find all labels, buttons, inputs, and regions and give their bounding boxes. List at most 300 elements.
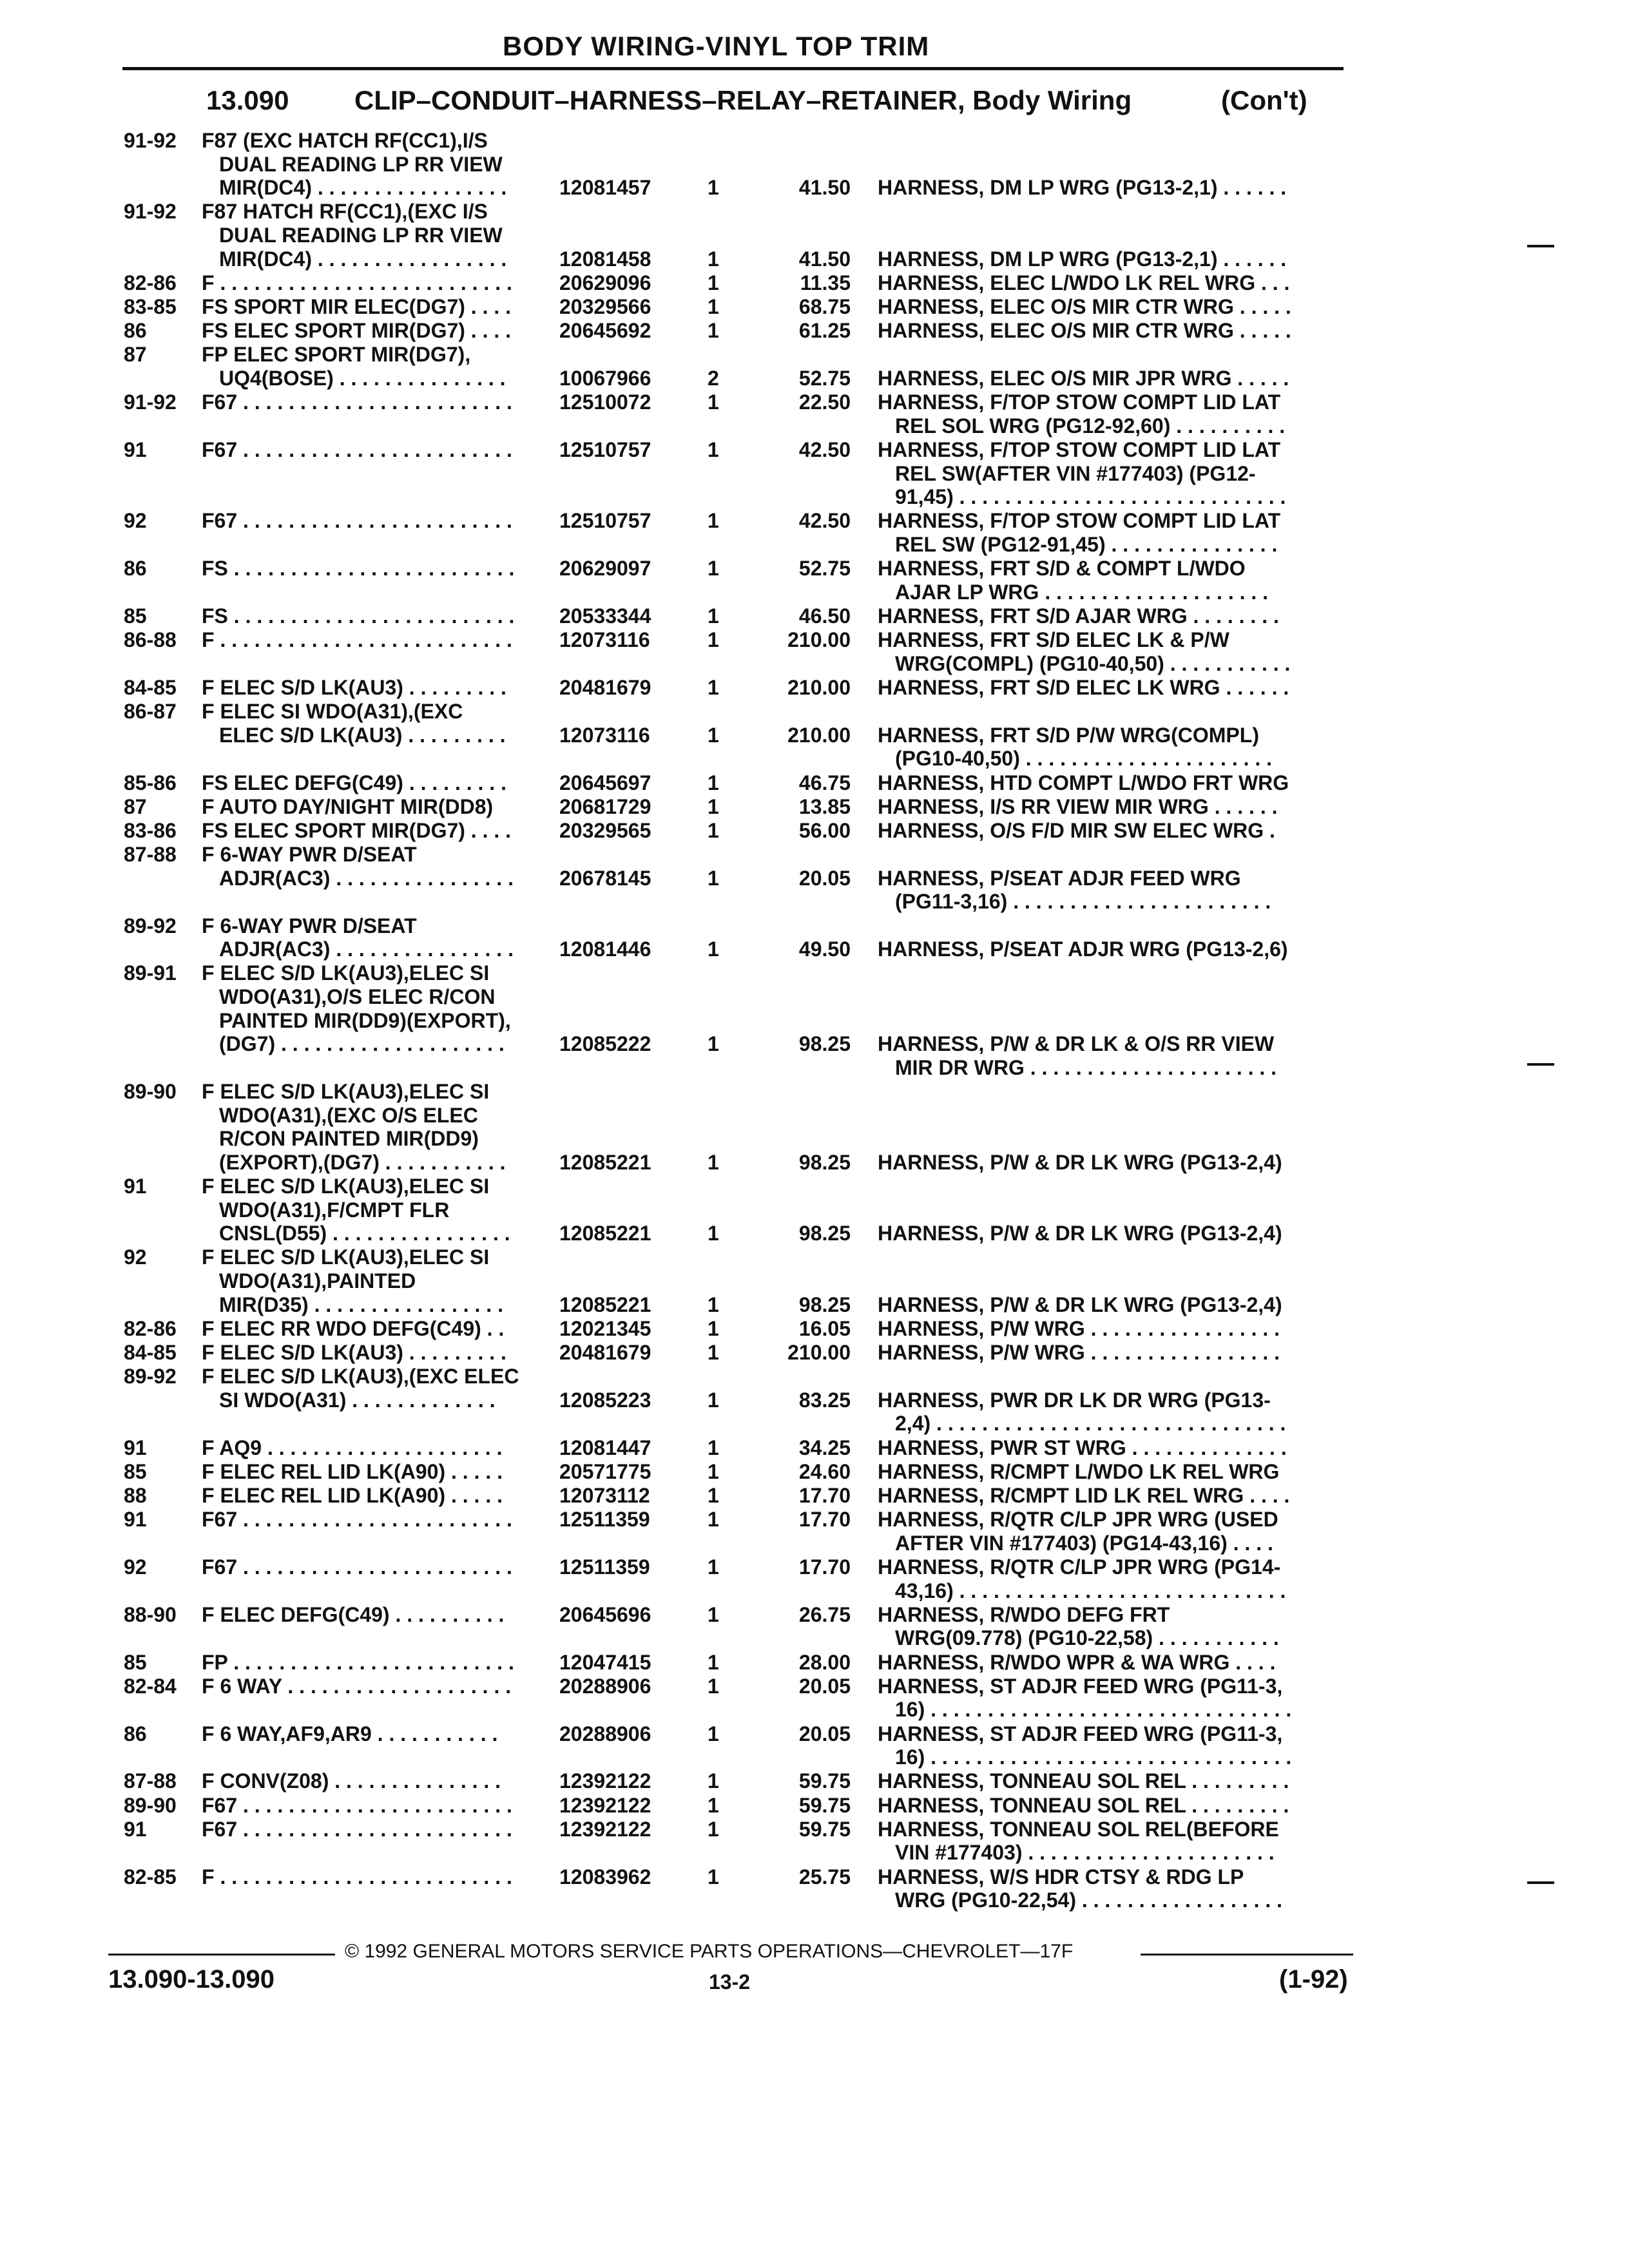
description-line: F . . . . . . . . . . . . . . . . . . . . . . . . . . [202, 1865, 512, 1888]
part-number: 20288906 [559, 1674, 651, 1698]
description-line: ADJR(AC3) . . . . . . . . . . . . . . . . [219, 866, 514, 890]
price: 83.25 [798, 1388, 851, 1412]
description-line: F ELEC S/D LK(AU3) . . . . . . . . . [202, 676, 506, 699]
part-name-line: WRG(COMPL) (PG10-40,50) . . . . . . . . . . . [895, 651, 1291, 675]
usage-description [202, 343, 548, 390]
part-name [878, 319, 1345, 343]
price: 52.75 [798, 557, 851, 581]
part-number: 12083962 [559, 1865, 651, 1888]
usage-description [202, 700, 548, 747]
quantity: 1 [708, 604, 719, 628]
usage-description [202, 795, 548, 819]
part-number: 20645697 [559, 771, 651, 794]
price: 210.00 [787, 1341, 851, 1364]
quantity: 1 [708, 723, 719, 747]
description-line: PAINTED MIR(DD9)(EXPORT), [219, 1008, 511, 1032]
part-name [878, 1151, 1345, 1175]
model-years: 91-92 [124, 200, 177, 224]
part-name [878, 438, 1345, 509]
usage-description [202, 1245, 548, 1316]
footer-revision-date: (1-92) [1279, 1965, 1348, 1994]
section-title: CLIP–CONDUIT–HARNESS–RELAY–RETAINER, Body Wiring [354, 85, 1132, 115]
part-number: 12510072 [559, 390, 651, 414]
part-number: 12511359 [559, 1508, 650, 1532]
quantity: 1 [708, 1341, 719, 1364]
usage-description [202, 438, 548, 462]
price: 17.70 [798, 1484, 851, 1507]
part-number: 20329565 [559, 819, 651, 842]
usage-description [202, 1175, 548, 1245]
part-name [878, 604, 1345, 628]
part-name [878, 1389, 1345, 1436]
price: 210.00 [787, 628, 851, 652]
model-years: 91 [124, 1175, 147, 1198]
model-years: 87-88 [124, 1769, 177, 1793]
section-number: 13.090 [206, 85, 289, 115]
quantity: 1 [708, 1555, 719, 1579]
part-name [878, 795, 1345, 819]
footer-copyright: © 1992 GENERAL MOTORS SERVICE PARTS OPERATIONS—CHEVROLET—17F [345, 1941, 1074, 1962]
part-name [878, 1722, 1345, 1769]
model-years: 86-87 [124, 700, 177, 724]
quantity: 1 [708, 819, 719, 842]
part-name [878, 557, 1345, 604]
part-name-line: AFTER VIN #177403) (PG14-43,16) . . . . [895, 1531, 1273, 1555]
description-line: MIR(DC4) . . . . . . . . . . . . . . . . . [219, 247, 507, 271]
model-years: 82-86 [124, 1316, 177, 1340]
usage-description [202, 295, 548, 319]
part-name [878, 1508, 1345, 1555]
description-line: FS ELEC DEFG(C49) . . . . . . . . . [202, 771, 506, 794]
description-line: WDO(A31),O/S ELEC R/CON [219, 985, 496, 1008]
part-number: 12511359 [559, 1555, 650, 1579]
quantity: 1 [708, 1459, 719, 1483]
quantity: 1 [708, 937, 719, 961]
model-years: 92 [124, 1245, 147, 1269]
model-years: 88-90 [124, 1602, 177, 1626]
margin-mark [1527, 1881, 1554, 1884]
description-line: WDO(A31),F/CMPT FLR [219, 1198, 450, 1222]
part-name [878, 1675, 1345, 1722]
part-name-line: MIR DR WRG . . . . . . . . . . . . . . . . . . . . . . [895, 1055, 1277, 1079]
usage-description [202, 819, 548, 843]
usage-description [202, 1794, 548, 1818]
usage-description [202, 1555, 548, 1579]
description-line: F AUTO DAY/NIGHT MIR(DD8) [202, 794, 494, 818]
part-name [878, 1603, 1345, 1650]
price: 98.25 [798, 1222, 851, 1245]
description-line: F ELEC S/D LK(AU3),ELEC SI [202, 1080, 490, 1103]
description-line: MIR(D35) . . . . . . . . . . . . . . . . . [219, 1293, 503, 1316]
part-name-line: HARNESS, TONNEAU SOL REL(BEFORE [878, 1817, 1279, 1841]
part-name-line: HARNESS, FRT S/D ELEC LK WRG . . . . . . [878, 676, 1289, 699]
part-name-line: REL SW (PG12-91,45) . . . . . . . . . . . . . . . [895, 532, 1278, 556]
part-name-line: 91,45) . . . . . . . . . . . . . . . . . . . . . . . . . . . . . [895, 485, 1286, 509]
part-name-line: HARNESS, TONNEAU SOL REL . . . . . . . . . [878, 1793, 1289, 1817]
part-number: 20288906 [559, 1722, 651, 1745]
part-name-line: (PG10-40,50) . . . . . . . . . . . . . . . . . . . . . . [895, 747, 1273, 771]
price: 46.50 [798, 604, 851, 628]
price: 22.50 [798, 390, 851, 414]
usage-description [202, 914, 548, 961]
part-number: 20329566 [559, 295, 651, 318]
margin-mark [1527, 245, 1554, 247]
description-line: DUAL READING LP RR VIEW [219, 152, 503, 176]
part-name-line: HARNESS, P/SEAT ADJR WRG (PG13-2,6) [878, 937, 1288, 961]
price: 20.05 [798, 866, 851, 890]
description-line: FS ELEC SPORT MIR(DG7) . . . . [202, 819, 512, 842]
model-years: 85 [124, 1650, 147, 1674]
price: 42.50 [798, 438, 851, 461]
quantity: 1 [708, 1650, 719, 1674]
part-name-line: HARNESS, P/W WRG . . . . . . . . . . . . . . . . . [878, 1341, 1280, 1364]
quantity: 1 [708, 1722, 719, 1745]
price: 16.05 [798, 1316, 851, 1340]
description-line: WDO(A31),(EXC O/S ELEC [219, 1103, 478, 1127]
part-name-line: REL SW(AFTER VIN #177403) (PG12- [895, 461, 1256, 485]
description-line: F ELEC S/D LK(AU3),ELEC SI [202, 1175, 490, 1198]
description-line: DUAL READING LP RR VIEW [219, 223, 503, 247]
model-years: 82-84 [124, 1674, 177, 1698]
usage-description [202, 604, 548, 628]
part-name [878, 247, 1345, 271]
usage-description [202, 319, 548, 343]
part-number: 12085222 [559, 1032, 651, 1056]
usage-description [202, 1865, 548, 1889]
quantity: 1 [708, 771, 719, 794]
quantity: 1 [708, 319, 719, 343]
part-name [878, 1769, 1345, 1793]
quantity: 1 [708, 390, 719, 414]
part-name [878, 1293, 1345, 1317]
part-number: 20629096 [559, 271, 651, 294]
description-line: ADJR(AC3) . . . . . . . . . . . . . . . . [219, 937, 514, 961]
price: 46.75 [798, 771, 851, 794]
quantity: 1 [708, 247, 719, 271]
usage-description [202, 1436, 548, 1460]
usage-description [202, 1508, 548, 1532]
part-number: 20681729 [559, 794, 651, 818]
part-name-line: HARNESS, ELEC O/S MIR JPR WRG . . . . . [878, 366, 1289, 390]
model-years: 92 [124, 1555, 147, 1579]
part-name-line: HARNESS, FRT S/D ELEC LK & P/W [878, 628, 1229, 652]
price: 20.05 [798, 1674, 851, 1698]
description-line: FP . . . . . . . . . . . . . . . . . . . . . . . . . [202, 1650, 514, 1674]
description-line: F ELEC S/D LK(AU3) . . . . . . . . . [202, 1341, 506, 1364]
part-number: 20678145 [559, 866, 651, 890]
description-line: (EXPORT),(DG7) . . . . . . . . . . . [219, 1150, 506, 1174]
usage-description [202, 200, 548, 271]
model-years: 84-85 [124, 676, 177, 699]
quantity: 1 [708, 628, 719, 652]
part-number: 12073112 [559, 1484, 650, 1507]
part-name-line: HARNESS, R/QTR C/LP JPR WRG (USED [878, 1508, 1278, 1532]
description-line: F67 . . . . . . . . . . . . . . . . . . . . . . . . [202, 1817, 512, 1841]
quantity: 1 [708, 1316, 719, 1340]
part-name-line: HARNESS, DM LP WRG (PG13-2,1) . . . . . . [878, 176, 1287, 200]
header-rule [122, 67, 1344, 70]
usage-description [202, 271, 548, 295]
description-line: F67 . . . . . . . . . . . . . . . . . . . . . . . . [202, 390, 512, 414]
description-line: F67 . . . . . . . . . . . . . . . . . . . . . . . . [202, 1793, 512, 1817]
model-years: 85 [124, 1459, 147, 1483]
part-name-line: HARNESS, ELEC L/WDO LK REL WRG . . . [878, 271, 1290, 294]
quantity: 1 [708, 557, 719, 581]
part-number: 12085221 [559, 1150, 651, 1174]
description-line: F87 HATCH RF(CC1),(EXC I/S [202, 200, 488, 224]
usage-description [202, 1769, 548, 1793]
description-line: F ELEC S/D LK(AU3),ELEC SI [202, 961, 490, 985]
part-name-line: HARNESS, P/SEAT ADJR FEED WRG [878, 866, 1241, 890]
description-line: F . . . . . . . . . . . . . . . . . . . . . . . . . . [202, 628, 512, 652]
usage-description [202, 1818, 548, 1841]
part-number: 20645692 [559, 319, 651, 343]
model-years: 86-88 [124, 628, 177, 652]
part-name-line: REL SOL WRG (PG12-92,60) . . . . . . . . . . [895, 414, 1286, 437]
part-name-line: 16) . . . . . . . . . . . . . . . . . . . . . . . . . . . . . . . . [895, 1698, 1292, 1722]
part-number: 12392122 [559, 1793, 651, 1817]
part-number: 20629097 [559, 557, 651, 581]
quantity: 1 [708, 1674, 719, 1698]
model-years: 91 [124, 1436, 147, 1459]
usage-description [202, 771, 548, 795]
quantity: 1 [708, 1817, 719, 1841]
part-number: 12392122 [559, 1817, 651, 1841]
price: 98.25 [798, 1032, 851, 1056]
model-years: 91 [124, 1817, 147, 1841]
quantity: 1 [708, 866, 719, 890]
part-number: 12047415 [559, 1650, 651, 1674]
quantity: 1 [708, 1222, 719, 1245]
price: 24.60 [798, 1459, 851, 1483]
model-years: 85-86 [124, 771, 177, 794]
quantity: 1 [708, 1793, 719, 1817]
part-name [878, 676, 1345, 700]
part-name-line: 2,4) . . . . . . . . . . . . . . . . . . . . . . . . . . . . . . . [895, 1412, 1286, 1436]
usage-description [202, 390, 548, 414]
running-header: BODY WIRING-VINYL TOP TRIM [503, 31, 930, 61]
model-years: 87 [124, 343, 147, 367]
price: 56.00 [798, 819, 851, 842]
part-name [878, 1460, 1345, 1484]
price: 98.25 [798, 1293, 851, 1316]
price: 17.70 [798, 1508, 851, 1532]
model-years: 84-85 [124, 1341, 177, 1364]
usage-description [202, 1460, 548, 1484]
model-years: 92 [124, 509, 147, 533]
part-number: 20481679 [559, 676, 651, 699]
quantity: 1 [708, 295, 719, 318]
part-number: 20481679 [559, 1341, 651, 1364]
part-name [878, 724, 1345, 771]
part-name-line: HARNESS, FRT S/D & COMPT L/WDO [878, 557, 1246, 581]
quantity: 1 [708, 1293, 719, 1316]
description-line: UQ4(BOSE) . . . . . . . . . . . . . . . [219, 366, 506, 390]
part-name [878, 1341, 1345, 1365]
part-name [878, 1222, 1345, 1245]
model-years: 87 [124, 794, 147, 818]
part-name [878, 367, 1345, 390]
description-line: F87 (EXC HATCH RF(CC1),I/S [202, 129, 488, 152]
price: 210.00 [787, 723, 851, 747]
part-name-line: HARNESS, P/W WRG . . . . . . . . . . . . . . . . . [878, 1316, 1280, 1340]
model-years: 89-90 [124, 1080, 177, 1103]
part-name [878, 1555, 1345, 1602]
usage-description [202, 509, 548, 533]
part-name-line: HARNESS, F/TOP STOW COMPT LID LAT [878, 390, 1281, 414]
part-number: 12085221 [559, 1293, 651, 1316]
model-years: 86 [124, 319, 147, 343]
part-number: 12081446 [559, 937, 651, 961]
price: 17.70 [798, 1555, 851, 1579]
part-name-line: HARNESS, R/WDO DEFG FRT [878, 1602, 1170, 1626]
model-years: 89-90 [124, 1793, 177, 1817]
quantity: 1 [708, 438, 719, 461]
price: 41.50 [798, 247, 851, 271]
part-name [878, 1794, 1345, 1818]
quantity: 1 [708, 1865, 719, 1888]
price: 20.05 [798, 1722, 851, 1745]
part-number: 12073116 [559, 723, 650, 747]
model-years: 82-86 [124, 271, 177, 294]
footer-page-number: 13-2 [709, 1970, 751, 1994]
description-line: FS . . . . . . . . . . . . . . . . . . . . . . . . . [202, 557, 515, 581]
description-line: F CONV(Z08) . . . . . . . . . . . . . . . [202, 1769, 501, 1793]
model-years: 88 [124, 1484, 147, 1507]
description-line: F ELEC REL LID LK(A90) . . . . . [202, 1484, 503, 1507]
section-continued: (Con't) [1221, 85, 1307, 115]
description-line: F ELEC RR WDO DEFG(C49) . . [202, 1316, 505, 1340]
price: 49.50 [798, 937, 851, 961]
description-line: FS . . . . . . . . . . . . . . . . . . . . . . . . . [202, 604, 515, 628]
usage-description [202, 1080, 548, 1174]
quantity: 1 [708, 1436, 719, 1459]
price: 210.00 [787, 676, 851, 699]
price: 59.75 [798, 1817, 851, 1841]
usage-description [202, 1603, 548, 1627]
part-name [878, 1818, 1345, 1865]
description-line: MIR(DC4) . . . . . . . . . . . . . . . . . [219, 176, 507, 200]
part-number: 12081457 [559, 176, 651, 200]
usage-description [202, 1651, 548, 1675]
part-name-line: WRG(09.778) (PG10-22,58) . . . . . . . . . . . [895, 1626, 1279, 1650]
part-name-line: HARNESS, I/S RR VIEW MIR WRG . . . . . . [878, 794, 1278, 818]
model-years: 87-88 [124, 843, 177, 867]
quantity: 1 [708, 509, 719, 533]
model-years: 82-85 [124, 1865, 177, 1888]
usage-description [202, 843, 548, 890]
part-name-line: HARNESS, PWR ST WRG . . . . . . . . . . . . . . [878, 1436, 1287, 1459]
description-line: F67 . . . . . . . . . . . . . . . . . . . . . . . . [202, 1555, 512, 1579]
part-number: 20571775 [559, 1459, 651, 1483]
price: 28.00 [798, 1650, 851, 1674]
price: 41.50 [798, 176, 851, 200]
model-years: 91 [124, 1508, 147, 1532]
part-name-line: HARNESS, P/W & DR LK WRG (PG13-2,4) [878, 1222, 1282, 1245]
price: 59.75 [798, 1769, 851, 1793]
part-name-line: VIN #177403) . . . . . . . . . . . . . . . . . . . . . . [895, 1841, 1275, 1865]
part-name-line: HARNESS, W/S HDR CTSY & RDG LP [878, 1865, 1244, 1888]
footer-rule-left [108, 1954, 335, 1956]
description-line: FP ELEC SPORT MIR(DG7), [202, 343, 471, 367]
usage-description [202, 557, 548, 581]
model-years: 85 [124, 604, 147, 628]
part-name [878, 295, 1345, 319]
description-line: F . . . . . . . . . . . . . . . . . . . . . . . . . . [202, 271, 512, 294]
part-number: 12081447 [559, 1436, 651, 1459]
part-name [878, 1317, 1345, 1341]
quantity: 1 [708, 1769, 719, 1793]
quantity: 1 [708, 676, 719, 699]
part-name-line: HARNESS, DM LP WRG (PG13-2,1) . . . . . . [878, 247, 1287, 271]
part-name [878, 867, 1345, 914]
part-name-line: HARNESS, F/TOP STOW COMPT LID LAT [878, 509, 1281, 533]
part-number: 20533344 [559, 604, 651, 628]
model-years: 89-92 [124, 1365, 177, 1389]
part-name-line: HARNESS, HTD COMPT L/WDO FRT WRG [878, 771, 1289, 794]
part-number: 12510757 [559, 438, 651, 461]
model-years: 83-85 [124, 295, 177, 318]
description-line: F67 . . . . . . . . . . . . . . . . . . . . . . . . [202, 1508, 512, 1532]
part-name-line: HARNESS, ELEC O/S MIR CTR WRG . . . . . [878, 319, 1291, 343]
description-line: F67 . . . . . . . . . . . . . . . . . . . . . . . . [202, 509, 512, 533]
part-number: 12510757 [559, 509, 651, 533]
price: 26.75 [798, 1602, 851, 1626]
quantity: 2 [708, 366, 719, 390]
part-number: 12085221 [559, 1222, 651, 1245]
usage-description [202, 1675, 548, 1698]
footer-rule-right [1141, 1954, 1353, 1956]
part-name-line: HARNESS, P/W & DR LK WRG (PG13-2,4) [878, 1150, 1282, 1174]
part-name [878, 509, 1345, 556]
model-years: 89-92 [124, 914, 177, 937]
part-name-line: HARNESS, R/CMPT L/WDO LK REL WRG [878, 1459, 1280, 1483]
description-line: F 6-WAY PWR D/SEAT [202, 843, 417, 867]
quantity: 1 [708, 1508, 719, 1532]
description-line: F ELEC DEFG(C49) . . . . . . . . . . [202, 1602, 505, 1626]
price: 25.75 [798, 1865, 851, 1888]
model-years: 86 [124, 557, 147, 581]
description-line: R/CON PAINTED MIR(DD9) [219, 1127, 479, 1151]
quantity: 1 [708, 1602, 719, 1626]
part-name [878, 1484, 1345, 1508]
part-name-line: HARNESS, R/WDO WPR & WA WRG . . . . [878, 1650, 1276, 1674]
part-name-line: HARNESS, PWR DR LK DR WRG (PG13- [878, 1388, 1271, 1412]
part-number: 12081458 [559, 247, 651, 271]
price: 11.35 [800, 271, 851, 294]
usage-description [202, 1317, 548, 1341]
price: 59.75 [798, 1793, 851, 1817]
description-line: F ELEC SI WDO(A31),(EXC [202, 700, 463, 724]
description-line: F 6 WAY . . . . . . . . . . . . . . . . . . . . [202, 1674, 512, 1698]
usage-description [202, 1365, 548, 1412]
part-number: 12392122 [559, 1769, 651, 1793]
part-name-line: 16) . . . . . . . . . . . . . . . . . . . . . . . . . . . . . . . . [895, 1745, 1292, 1769]
part-name-line: HARNESS, P/W & DR LK WRG (PG13-2,4) [878, 1293, 1282, 1316]
part-name [878, 771, 1345, 795]
part-name-line: HARNESS, TONNEAU SOL REL . . . . . . . . . [878, 1769, 1289, 1793]
part-name [878, 271, 1345, 295]
description-line: SI WDO(A31) . . . . . . . . . . . . . [219, 1388, 496, 1412]
usage-description [202, 1341, 548, 1365]
part-name [878, 1436, 1345, 1460]
part-name-line: HARNESS, FRT S/D P/W WRG(COMPL) [878, 723, 1259, 747]
description-line: FS SPORT MIR ELEC(DG7) . . . . [202, 295, 512, 318]
description-line: F AQ9 . . . . . . . . . . . . . . . . . . . . . [202, 1436, 503, 1459]
description-line: F ELEC S/D LK(AU3),(EXC ELEC [202, 1365, 519, 1389]
part-number: 20645696 [559, 1602, 651, 1626]
description-line: F ELEC REL LID LK(A90) . . . . . [202, 1459, 503, 1483]
